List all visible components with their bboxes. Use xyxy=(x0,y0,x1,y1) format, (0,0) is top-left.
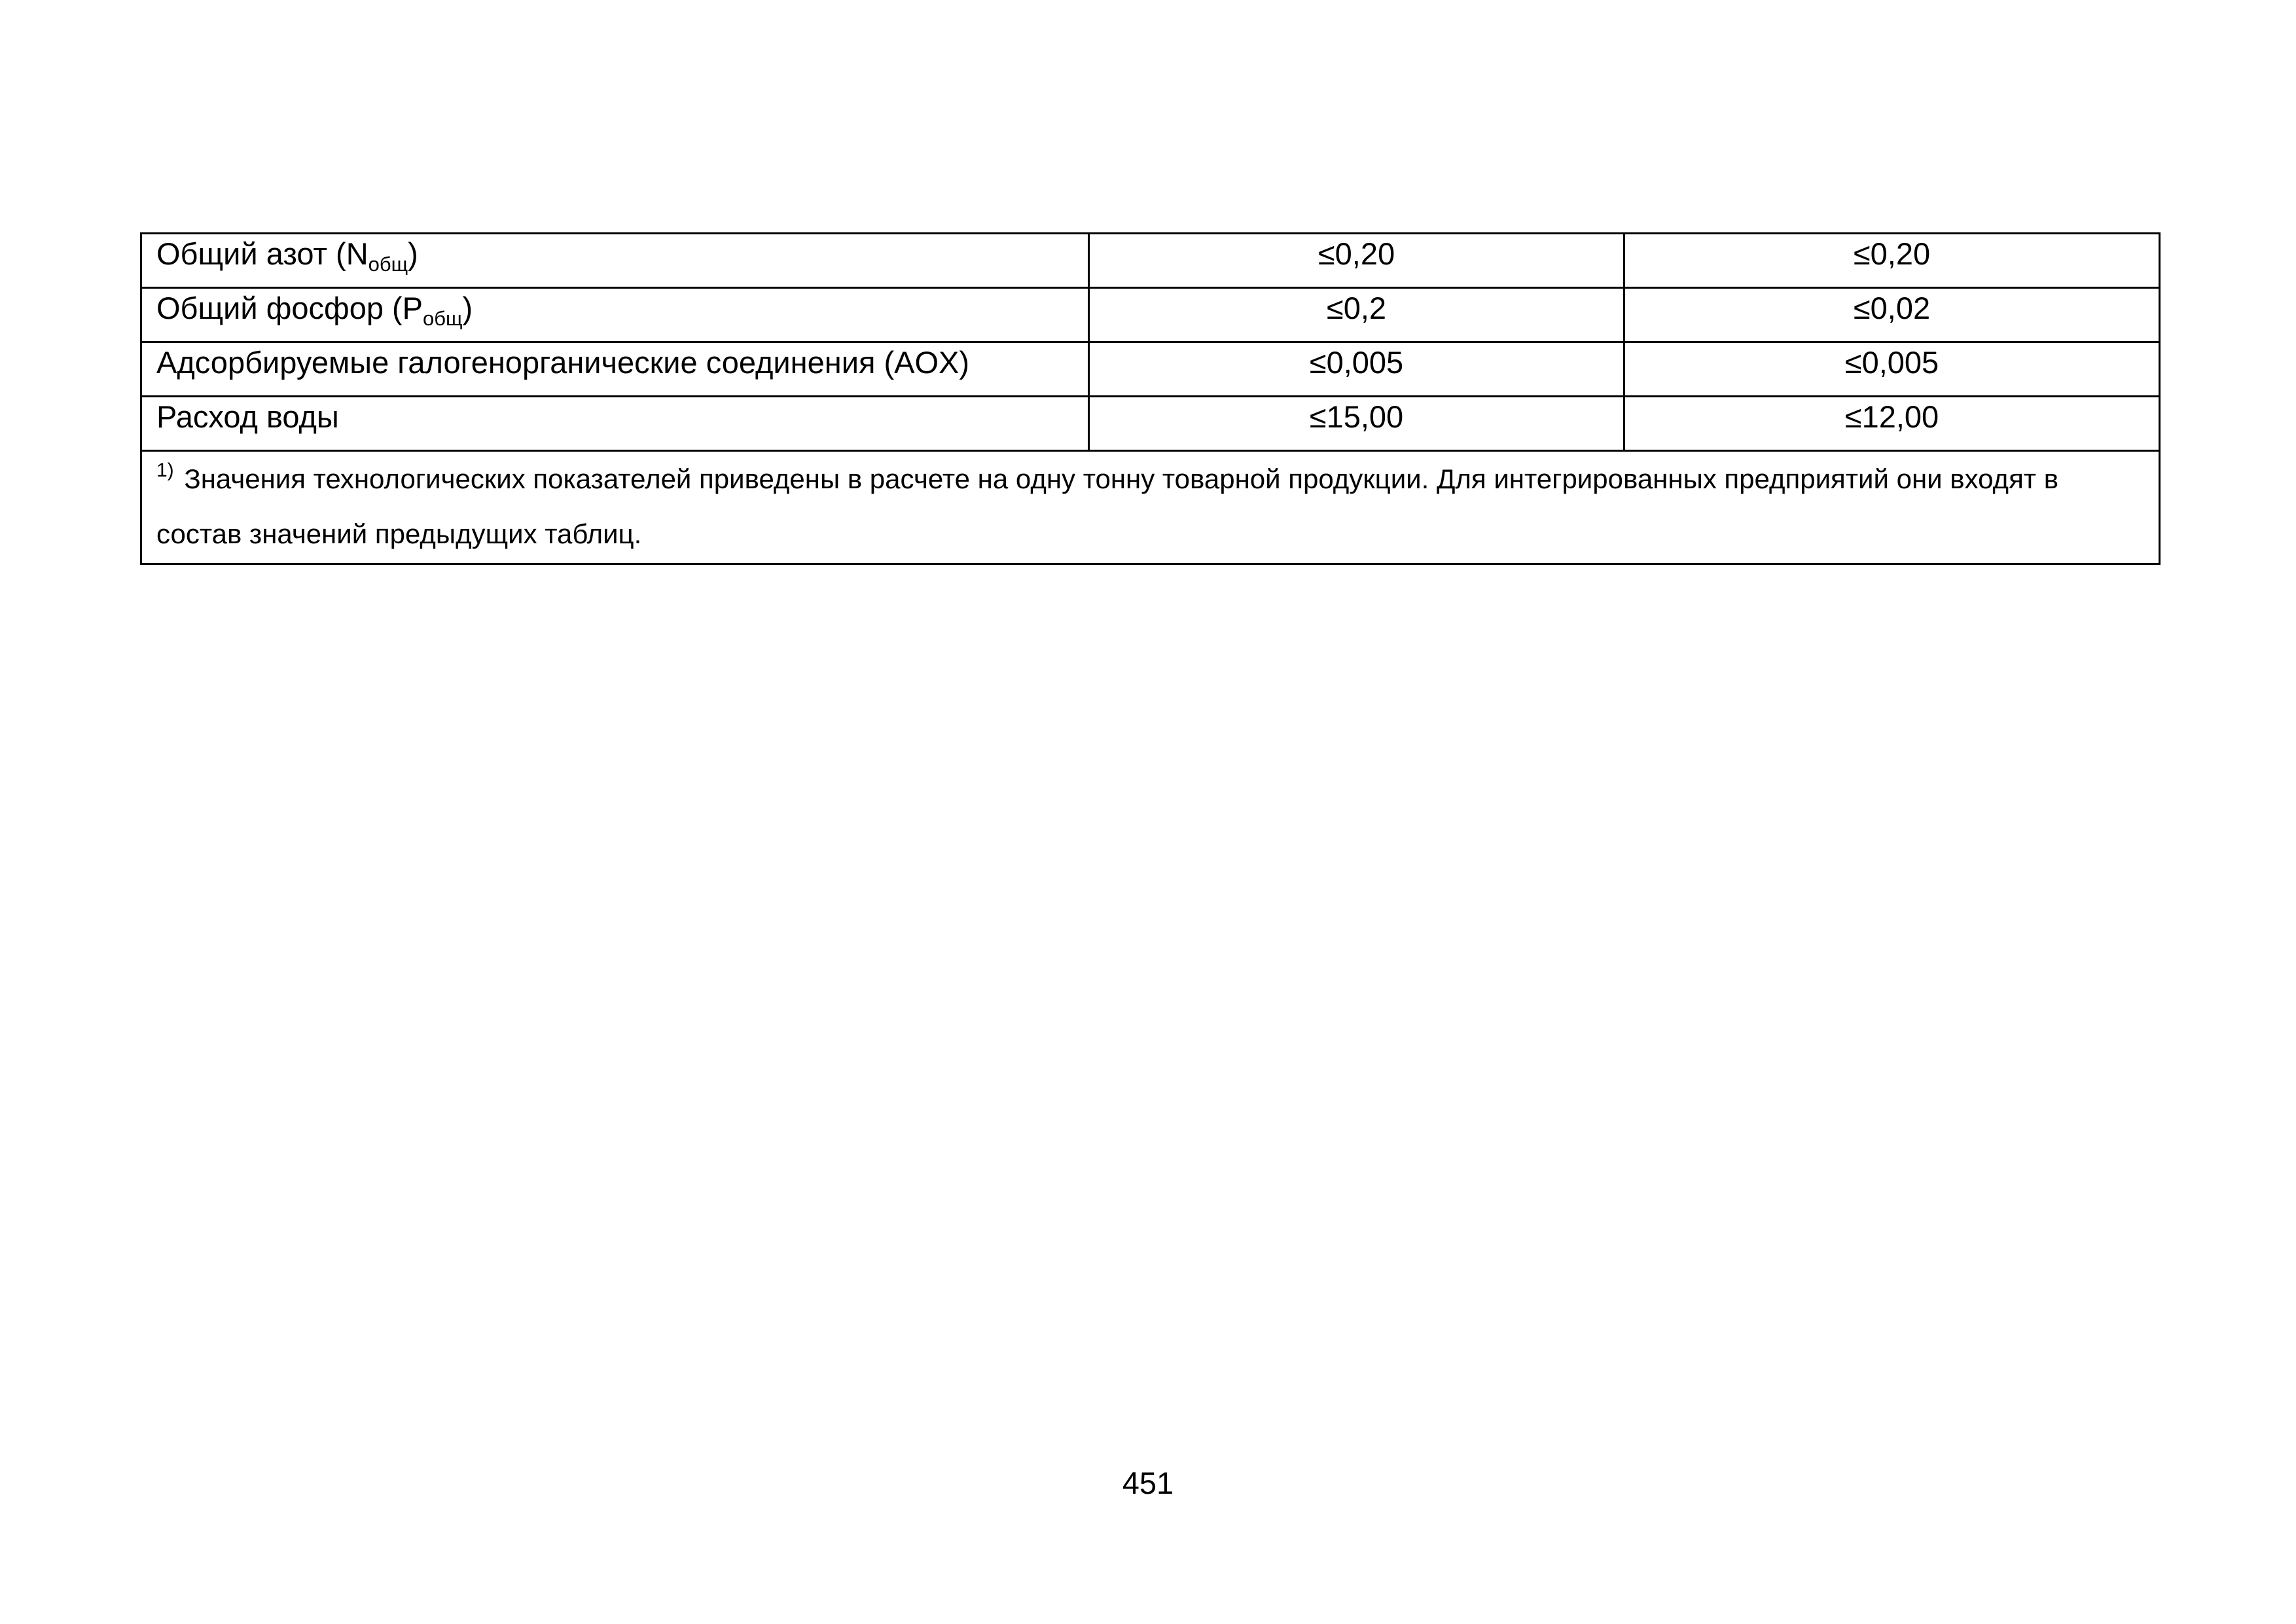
value-cell: ≤15,00 xyxy=(1089,397,1624,451)
parameter-name: Общий азот (N xyxy=(156,236,368,271)
parameter-subscript: общ xyxy=(368,253,408,276)
table-row xyxy=(141,234,2160,288)
value-cell: ≤0,005 xyxy=(1089,342,1624,397)
parameter-cell xyxy=(141,342,1089,397)
value-cell: ≤0,2 xyxy=(1089,288,1624,342)
parameter-name: Общий фосфор (P xyxy=(156,291,423,325)
footnote-marker: 1) xyxy=(156,460,174,481)
value-cell: ≤0,02 xyxy=(1624,288,2160,342)
parameter-cell xyxy=(141,234,1089,288)
footnote-cell xyxy=(141,451,2160,564)
table-row xyxy=(141,397,2160,451)
parameter-cell xyxy=(141,397,1089,451)
parameter-subscript: общ xyxy=(423,307,463,330)
parameter-name: Адсорбируемые галогенорганические соединения (AOX) xyxy=(156,345,970,380)
indicators-table xyxy=(140,232,2161,565)
value-cell: ≤0,20 xyxy=(1089,234,1624,288)
value-cell: ≤0,20 xyxy=(1624,234,2160,288)
parameter-name-tail: ) xyxy=(408,236,418,271)
page-number: 451 xyxy=(1122,1466,1174,1500)
parameter-name: Расход воды xyxy=(156,399,339,434)
value-cell: ≤12,00 xyxy=(1624,397,2160,451)
footnote-text: Значения технологических показателей приведены в расчете на одну тонну товарной продукции. Для интегрированных предприятий они входят в состав значений предыдущих таблиц. xyxy=(156,463,2059,549)
table-row xyxy=(141,288,2160,342)
parameter-cell xyxy=(141,288,1089,342)
footnote-row xyxy=(141,451,2160,564)
table-row xyxy=(141,342,2160,397)
parameter-name-tail: ) xyxy=(462,291,473,325)
value-cell: ≤0,005 xyxy=(1624,342,2160,397)
